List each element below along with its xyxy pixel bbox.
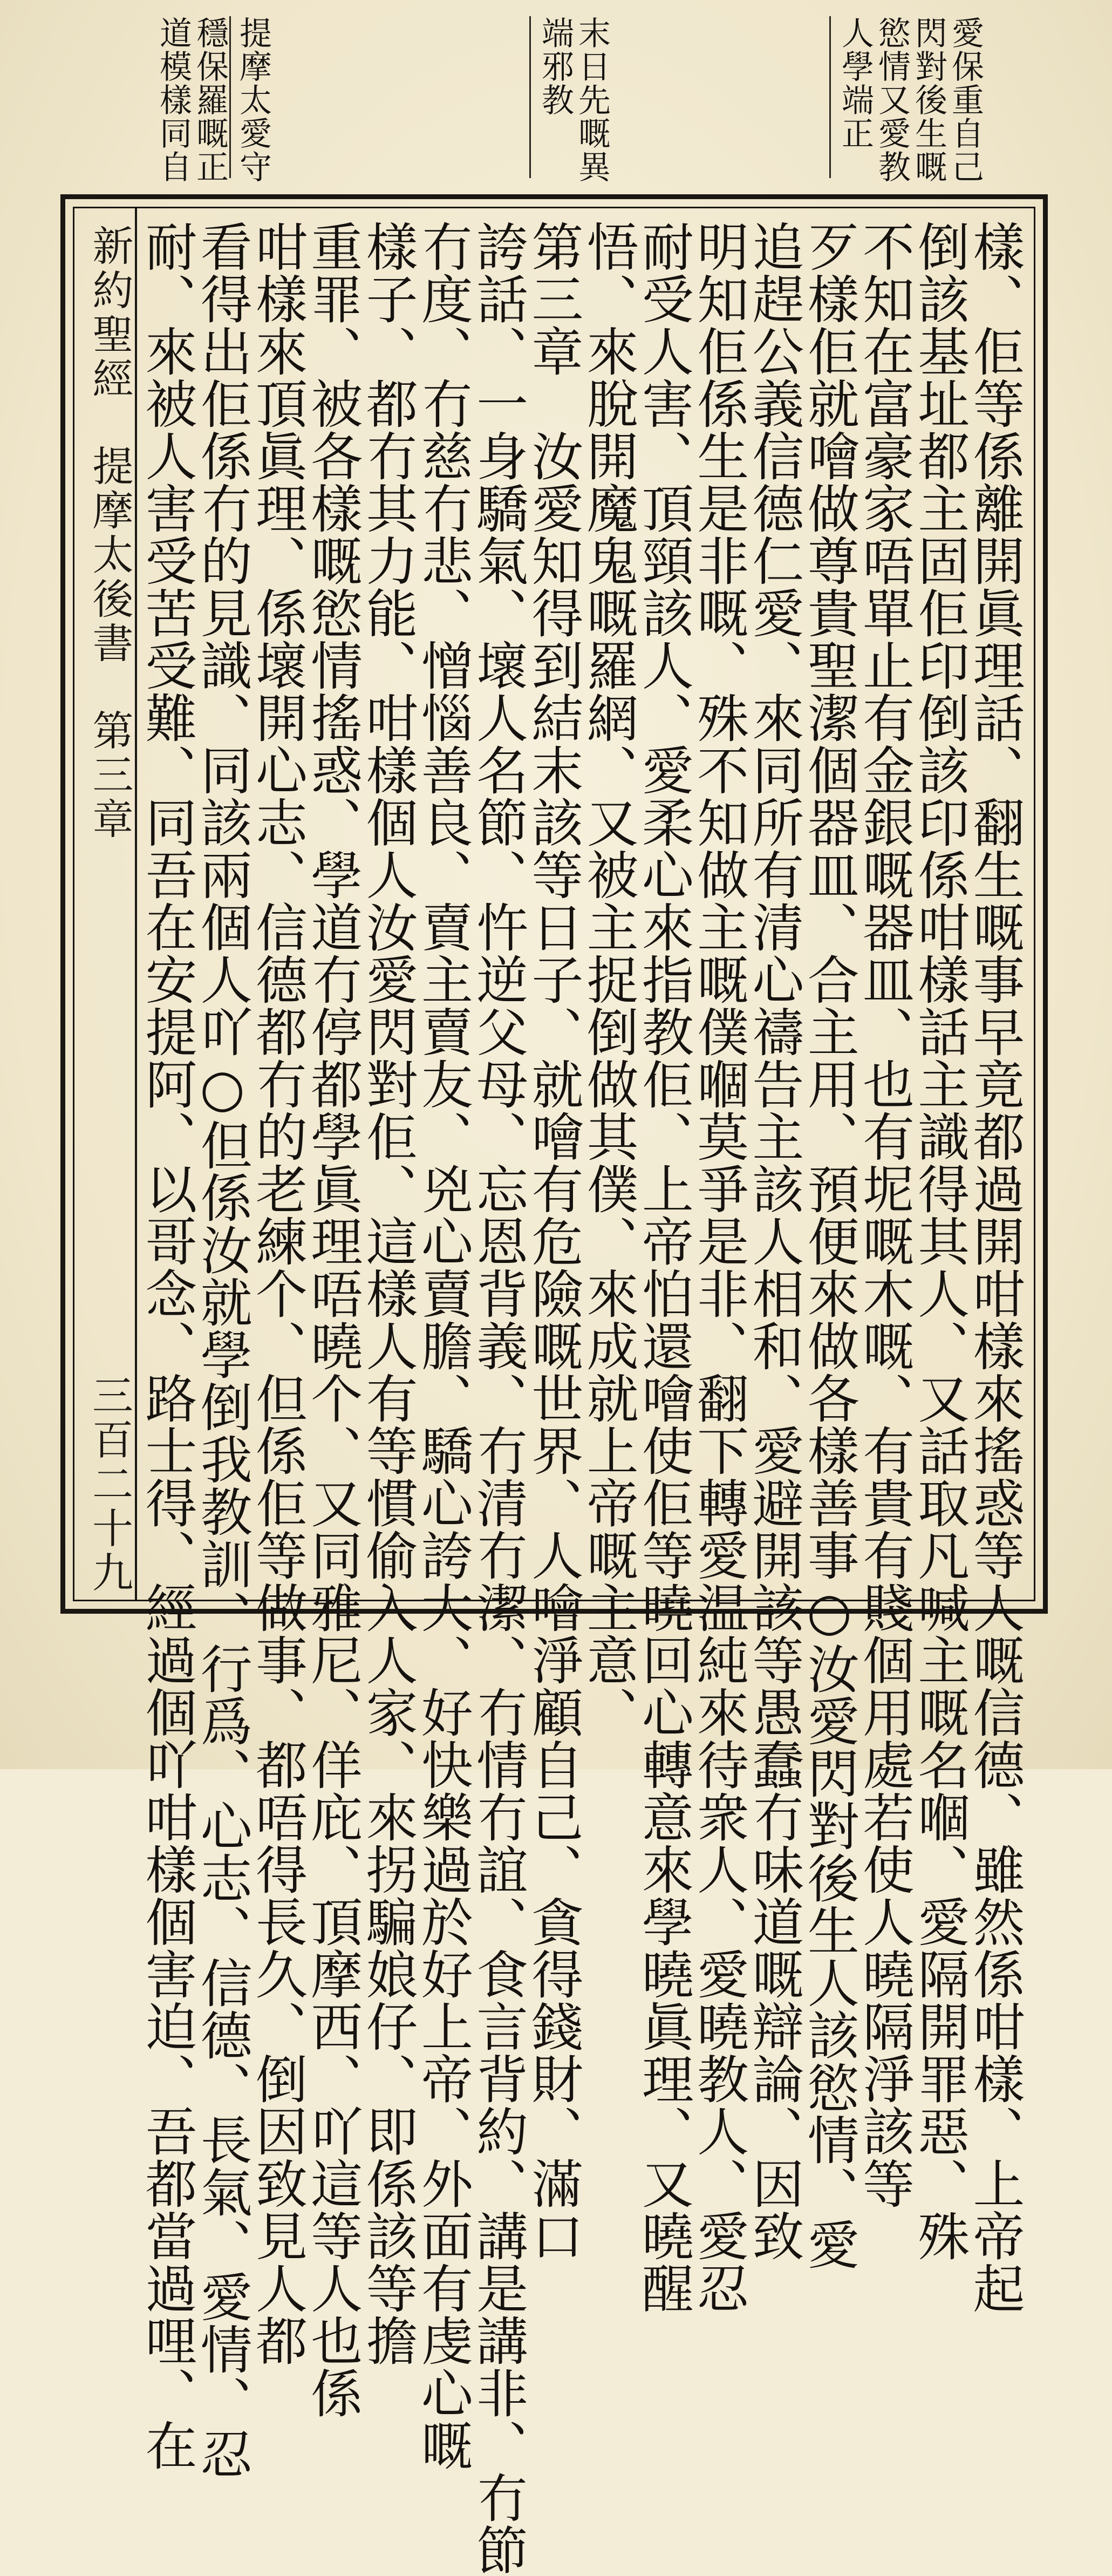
header-note: 道模樣同自 — [154, 16, 192, 183]
text-column: 倒該基址都主固佢印倒該印係咁樣話主識得其人、又話取凡喊主嘅名嗰、愛隔開罪惡、殊 — [909, 220, 970, 2262]
header-note: 慾情又愛教 — [873, 16, 911, 183]
text-column: 看得出佢係冇的見識、同該兩個人吖○但係汝就學倒我教訓、行爲、心志、信德、長氣、愛情、忍 — [192, 220, 253, 2480]
header-note: 端邪教 — [536, 16, 574, 117]
text-column: 第三章 汝愛知得到結末該等日子、就噲有危險嘅世界、人噲淨顧自己、貪得錢財、滿口 — [523, 220, 584, 2262]
header-note: 愛保重自己 — [946, 16, 984, 183]
text-column: 耐受人害、頂頸該人、愛柔心來指教佢、上帝怕還噲使佢等曉回心轉意來學曉眞理、又曉醒 — [633, 220, 694, 2314]
text-column: 樣、佢等係離開眞理話、翻生嘅事早竟都過開咁樣來搖惑等人嘅信德、雖然係咁樣、上帝起 — [964, 220, 1025, 2314]
running-title — [86, 225, 134, 842]
header-notes — [113, 16, 993, 194]
header-note: 人學端正 — [836, 16, 874, 150]
running-header — [85, 225, 134, 1606]
text-column: 重罪、被各樣嘅慾情搖惑、學道冇停都學眞理唔曉个、又同雅尼、佯庇、頂摩西、吖這等人也係 — [302, 220, 363, 2419]
text-column: 追趕公義信德仁愛、來同所有清心禱告主該人相和、愛避開該等愚蠢冇味道嘅辯論、因致 — [743, 220, 804, 2262]
header-divider — [529, 16, 531, 178]
header-note: 穩保羅嘅正 — [191, 16, 229, 183]
header-divider — [229, 16, 231, 178]
header-note: 末日先嘅異 — [573, 16, 611, 183]
text-column: 樣子、都冇其力能、咁樣個人汝愛閃對佢、這樣人有等慣偷入人家、來拐騙娘仔、即係該等擔 — [358, 220, 419, 2367]
text-column: 不知在富豪家唔單止有金銀嘅器皿、也有坭嘅木嘅、有貴有賤個用處若使人曉隔淨該等 — [854, 220, 915, 2210]
text-column: 悟、來脫開魔鬼嘅羅網、又被主捉倒做其僕、來成就上帝嘅主意、 — [578, 220, 639, 1738]
text-column: 咁樣來頂眞理、係壞開心志、信德都冇的老練个、但係佢等做事、都唔得長久、倒因致見人都 — [247, 220, 308, 2367]
page-number: 三百二十九 — [85, 1374, 134, 1595]
header-divider — [829, 16, 831, 178]
text-column: 歹樣佢就噲做尊貴聖潔個器皿、合主用、預便來做各樣善事○汝愛閃對後生人該慾情、愛 — [799, 220, 860, 2271]
header-note: 提摩太愛守 — [234, 16, 272, 183]
book-title: 新約聖經 — [86, 225, 134, 402]
book-name: 提摩太後書 — [86, 445, 134, 666]
header-note: 閃對後生嘅 — [910, 16, 947, 183]
chapter-label: 第三章 — [86, 709, 134, 842]
text-frame — [60, 194, 1048, 2576]
text-column: 冇度、冇慈冇悲、憎惱善良、賣主賣友、兇心賣膽、驕心誇大、好快樂過於好上帝、外面有虔心嘅 — [413, 220, 474, 2471]
body-text — [137, 220, 1025, 2576]
text-column: 明知佢係生是非嘅、殊不知做主嘅僕嗰莫爭是非、翻下轉愛温純來待衆人、愛曉教人、愛忍 — [688, 220, 749, 2314]
text-column: 誇話、一身驕氣、壞人名節、忤逆父母、忘恩背義、冇清冇潔、冇情冇誼、食言背約、講是講非、冇節 — [468, 220, 529, 2576]
text-frame-inner — [73, 207, 1035, 2576]
text-column: 耐、來被人害受苦受難、同吾在安提阿、以哥念、路士得、經過個吖咁樣個害迫、吾都當過哩、在 — [137, 220, 197, 2471]
